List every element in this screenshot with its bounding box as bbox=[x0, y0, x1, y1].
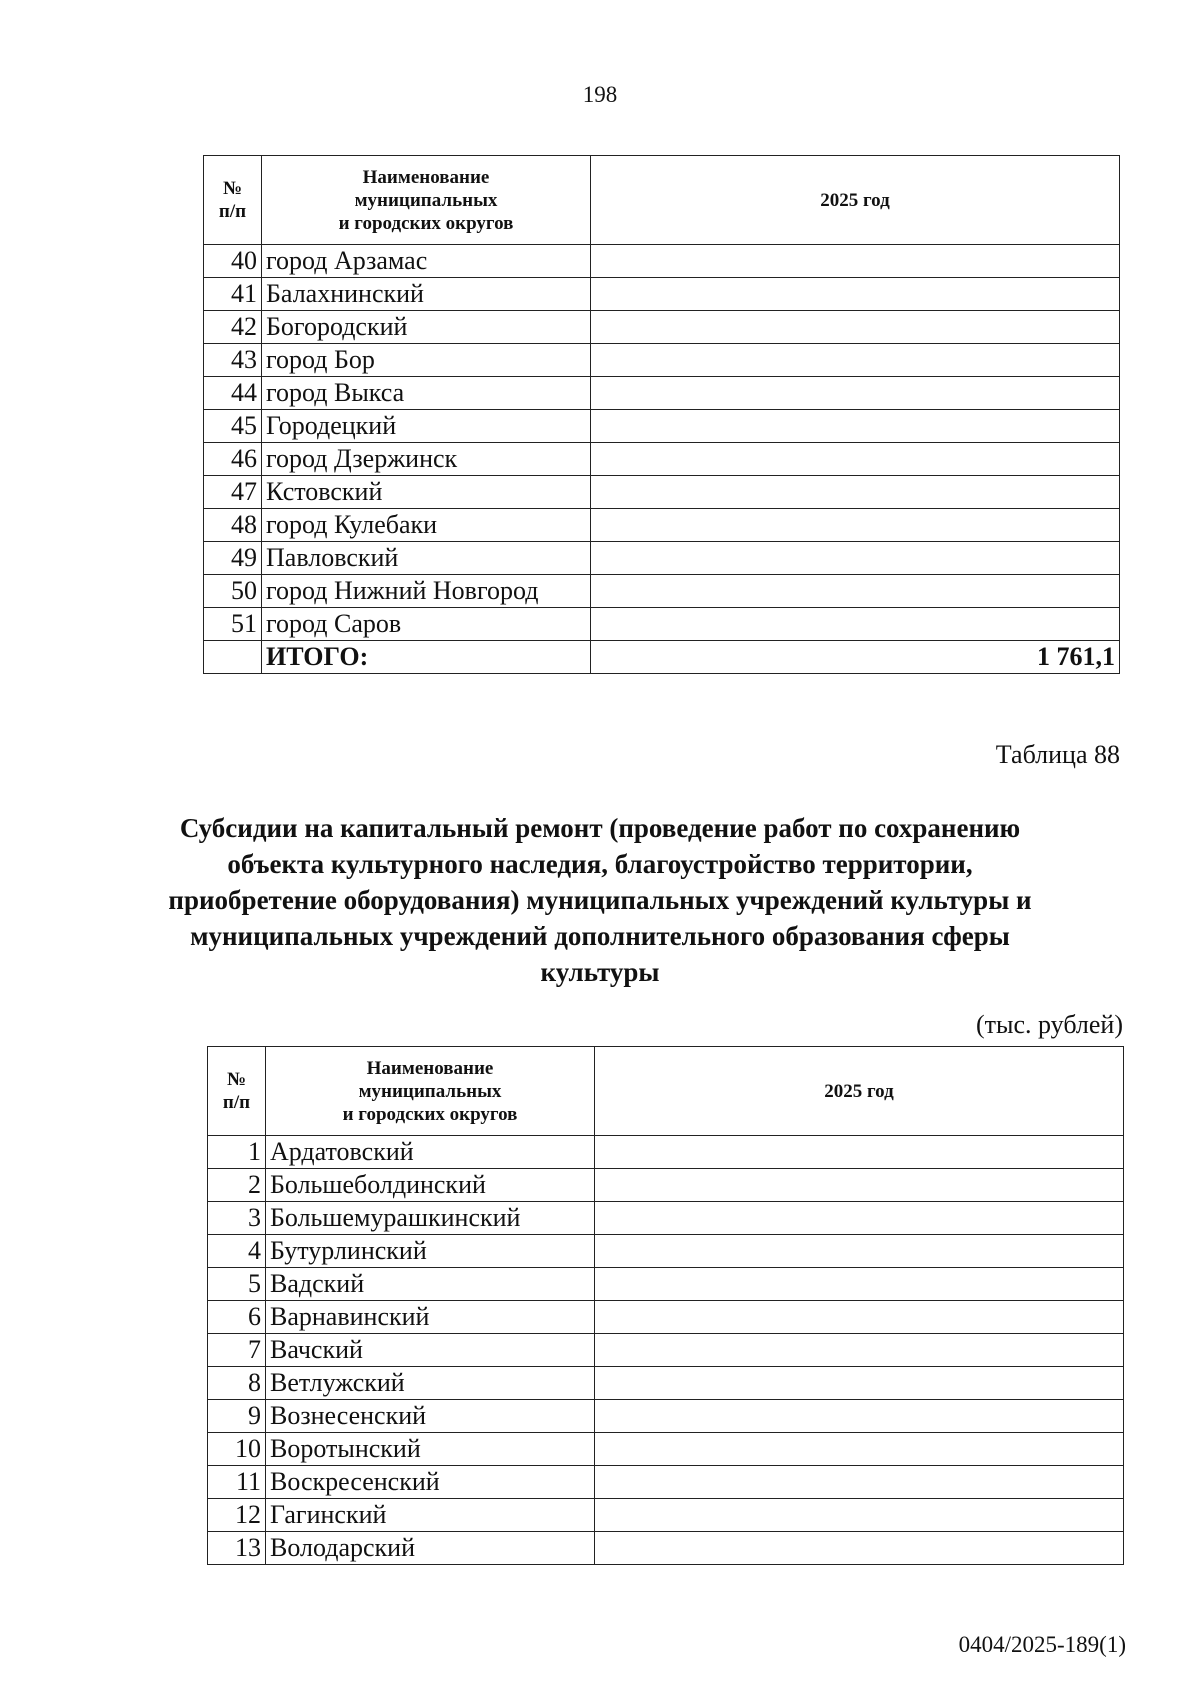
row-value bbox=[595, 1334, 1124, 1367]
header-year: 2025 год bbox=[591, 156, 1120, 245]
row-value bbox=[591, 410, 1120, 443]
row-number: 50 bbox=[204, 575, 262, 608]
table-row bbox=[204, 377, 1120, 410]
row-name: Вачский bbox=[266, 1334, 595, 1367]
row-value bbox=[591, 311, 1120, 344]
row-name: Большеболдинский bbox=[266, 1169, 595, 1202]
row-name: Воротынский bbox=[266, 1433, 595, 1466]
row-name: город Бор bbox=[262, 344, 591, 377]
table-row bbox=[208, 1202, 1124, 1235]
row-name: Варнавинский bbox=[266, 1301, 595, 1334]
row-number: 42 bbox=[204, 311, 262, 344]
table-row bbox=[204, 476, 1120, 509]
table-row bbox=[204, 278, 1120, 311]
row-value bbox=[591, 608, 1120, 641]
row-name: город Кулебаки bbox=[262, 509, 591, 542]
municipal-table-continued bbox=[203, 155, 1120, 674]
row-value bbox=[595, 1367, 1124, 1400]
row-number: 41 bbox=[204, 278, 262, 311]
row-value bbox=[591, 245, 1120, 278]
row-number: 11 bbox=[208, 1466, 266, 1499]
row-value bbox=[595, 1400, 1124, 1433]
row-number: 2 bbox=[208, 1169, 266, 1202]
table-row bbox=[204, 245, 1120, 278]
row-name: Богородский bbox=[262, 311, 591, 344]
table-body bbox=[204, 245, 1120, 674]
row-value bbox=[591, 509, 1120, 542]
row-number: 13 bbox=[208, 1532, 266, 1565]
row-name: Воскресенский bbox=[266, 1466, 595, 1499]
units-label: (тыс. рублей) bbox=[975, 1010, 1123, 1039]
header-num: № п/п bbox=[208, 1047, 266, 1136]
row-value bbox=[591, 344, 1120, 377]
row-name: Бутурлинский bbox=[266, 1235, 595, 1268]
total-num-cell bbox=[204, 641, 262, 674]
row-name: город Выкса bbox=[262, 377, 591, 410]
row-value bbox=[595, 1301, 1124, 1334]
total-value: 1 761,1 bbox=[591, 641, 1120, 674]
row-number: 44 bbox=[204, 377, 262, 410]
table-row bbox=[204, 575, 1120, 608]
row-value bbox=[591, 443, 1120, 476]
row-number: 7 bbox=[208, 1334, 266, 1367]
table-row bbox=[208, 1136, 1124, 1169]
total-label: ИТОГО: bbox=[262, 641, 591, 674]
row-number: 9 bbox=[208, 1400, 266, 1433]
row-number: 10 bbox=[208, 1433, 266, 1466]
row-value bbox=[591, 476, 1120, 509]
row-value bbox=[591, 542, 1120, 575]
row-number: 48 bbox=[204, 509, 262, 542]
row-name: Гагинский bbox=[266, 1499, 595, 1532]
table-row bbox=[208, 1532, 1124, 1565]
row-number: 12 bbox=[208, 1499, 266, 1532]
row-number: 1 bbox=[208, 1136, 266, 1169]
row-number: 3 bbox=[208, 1202, 266, 1235]
row-name: Городецкий bbox=[262, 410, 591, 443]
row-number: 4 bbox=[208, 1235, 266, 1268]
section-title: Субсидии на капитальный ремонт (проведение работ по сохранению объекта культурного наследия, благоустройство территории, приобретение оборудования) муниципальных учреждений культуры и муниципальных учреждений дополнительного образования сферы культуры bbox=[168, 813, 1032, 987]
table-row bbox=[208, 1235, 1124, 1268]
table-row bbox=[204, 608, 1120, 641]
header-year: 2025 год bbox=[595, 1047, 1124, 1136]
table-header-row bbox=[208, 1047, 1124, 1136]
row-value bbox=[595, 1268, 1124, 1301]
table-row bbox=[208, 1433, 1124, 1466]
row-value bbox=[595, 1136, 1124, 1169]
row-name: город Арзамас bbox=[262, 245, 591, 278]
row-number: 51 bbox=[204, 608, 262, 641]
table-row bbox=[208, 1169, 1124, 1202]
table-row bbox=[204, 542, 1120, 575]
table-body bbox=[208, 1136, 1124, 1565]
row-name: Вознесенский bbox=[266, 1400, 595, 1433]
table-row bbox=[204, 410, 1120, 443]
row-name: Кстовский bbox=[262, 476, 591, 509]
header-name: Наименование муниципальных и городских округов bbox=[262, 156, 591, 245]
header-num: № п/п bbox=[204, 156, 262, 245]
row-value bbox=[591, 377, 1120, 410]
row-value bbox=[595, 1202, 1124, 1235]
table-row bbox=[208, 1400, 1124, 1433]
row-name: город Саров bbox=[262, 608, 591, 641]
total-row bbox=[204, 641, 1120, 674]
table-row bbox=[208, 1499, 1124, 1532]
row-number: 47 bbox=[204, 476, 262, 509]
row-number: 46 bbox=[204, 443, 262, 476]
header-name: Наименование муниципальных и городских округов bbox=[266, 1047, 595, 1136]
document-code: 0404/2025-189(1) bbox=[958, 1632, 1126, 1657]
row-name: Володарский bbox=[266, 1532, 595, 1565]
row-value bbox=[595, 1499, 1124, 1532]
row-value bbox=[591, 575, 1120, 608]
row-number: 49 bbox=[204, 542, 262, 575]
row-number: 40 bbox=[204, 245, 262, 278]
row-name: Ветлужский bbox=[266, 1367, 595, 1400]
row-name: город Дзержинск bbox=[262, 443, 591, 476]
row-name: Большемурашкинский bbox=[266, 1202, 595, 1235]
municipal-table bbox=[207, 1046, 1124, 1565]
table-row bbox=[208, 1268, 1124, 1301]
row-name: Вадский bbox=[266, 1268, 595, 1301]
table-row bbox=[204, 344, 1120, 377]
row-number: 43 bbox=[204, 344, 262, 377]
row-number: 8 bbox=[208, 1367, 266, 1400]
table-row bbox=[204, 311, 1120, 344]
row-value bbox=[595, 1235, 1124, 1268]
table-row bbox=[204, 509, 1120, 542]
row-name: Балахнинский bbox=[262, 278, 591, 311]
page-number: 198 bbox=[582, 82, 618, 107]
row-name: Ардатовский bbox=[266, 1136, 595, 1169]
table-row bbox=[208, 1466, 1124, 1499]
row-value bbox=[595, 1466, 1124, 1499]
row-value bbox=[591, 278, 1120, 311]
table-row bbox=[208, 1334, 1124, 1367]
row-value bbox=[595, 1433, 1124, 1466]
row-value bbox=[595, 1169, 1124, 1202]
row-value bbox=[595, 1532, 1124, 1565]
table-row bbox=[204, 443, 1120, 476]
row-name: Павловский bbox=[262, 542, 591, 575]
table-header-row bbox=[204, 156, 1120, 245]
row-number: 6 bbox=[208, 1301, 266, 1334]
row-number: 45 bbox=[204, 410, 262, 443]
row-name: город Нижний Новгород bbox=[262, 575, 591, 608]
table-label: Таблица 88 bbox=[995, 740, 1120, 769]
table-row bbox=[208, 1301, 1124, 1334]
table-row bbox=[208, 1367, 1124, 1400]
row-number: 5 bbox=[208, 1268, 266, 1301]
